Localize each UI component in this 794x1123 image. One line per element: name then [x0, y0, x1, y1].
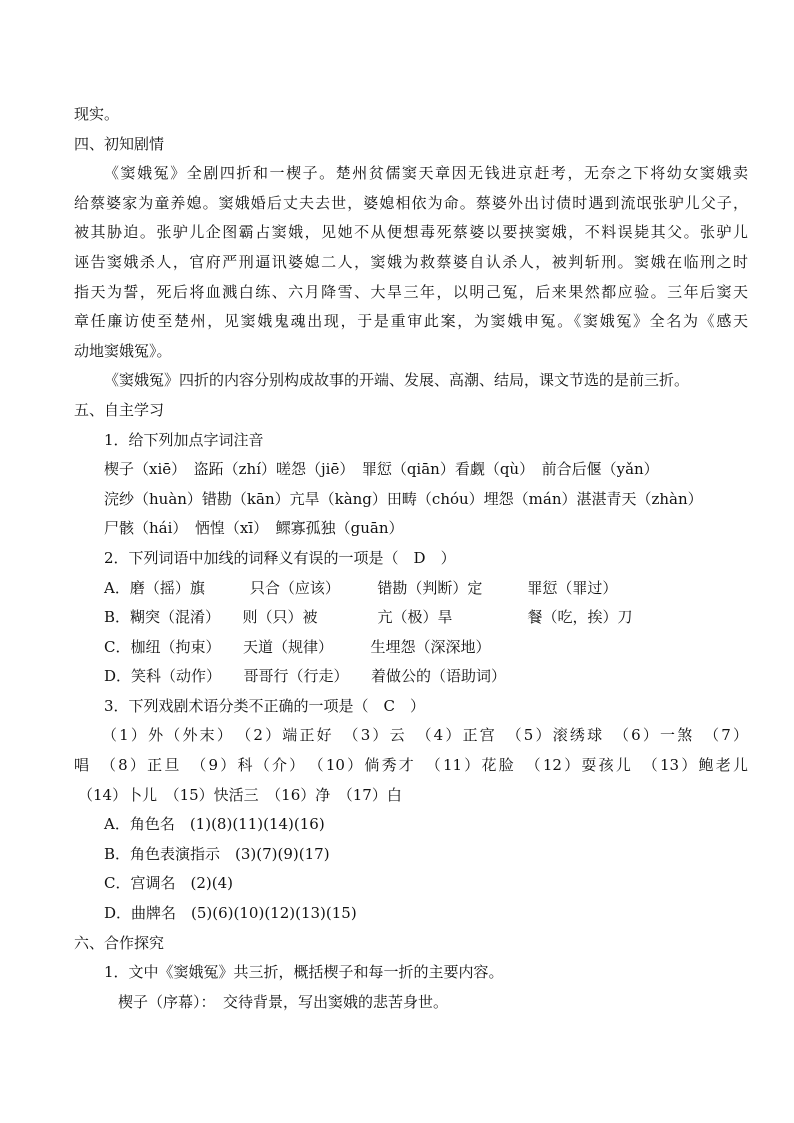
- paragraph-line: 诬告窦娥杀人，官府严刑逼讯婆媳二人，窦娥为救蔡婆自认杀人，被判斩刑。窦娥在临刑之时: [74, 252, 748, 271]
- text-line: 现实。: [74, 105, 120, 123]
- pinyin-line: 浣纱（huàn）错勘（kān）亢旱（kàng）田畴（chóu）埋怨（mán）湛湛青天（zhàn）: [104, 489, 703, 508]
- pinyin-line: 楔子（xiē） 盗跖（zhí）嗟怨（jiē） 罪愆（qiān）看觑（qù） 前合后偃（yǎn）: [104, 460, 659, 479]
- option-line: A．角色名 (1)(8)(11)(14)(16): [104, 815, 325, 834]
- question-line: 1．文中《窦娥冤》共三折，概括楔子和每一折的主要内容。: [104, 963, 504, 982]
- document-body: [74, 100, 748, 1017]
- paragraph-line: 指天为誓，死后将血溅白练、六月降雪、大旱三年，以明己冤，后来果然都应验。三年后窦天: [74, 282, 748, 301]
- question-line: 1．给下列加点字词注音: [104, 430, 264, 449]
- option-line: B．角色表演指示 (3)(7)(9)(17): [104, 844, 330, 863]
- term-list-line: （14）卜儿 （15）快活三 （16）净 （17）白: [78, 785, 402, 804]
- paragraph-line: 动地窦娥冤》。: [74, 341, 172, 360]
- option-line: C．宫调名 (2)(4): [104, 874, 233, 893]
- term-list-line: （1）外（外末） （2）端正好 （3）云 （4）正宫 （5）滚绣球 （6）一煞 （7）: [102, 726, 748, 745]
- pinyin-line: 尸骸（hái） 恓惶（xī） 鳏寡孤独（guān）: [104, 519, 404, 538]
- option-line: D．曲牌名 (5)(6)(10)(12)(13)(15): [104, 904, 357, 923]
- question-line: 3．下列戏剧术语分类不正确的一项是（ C ）: [104, 696, 426, 715]
- paragraph-line: 给蔡婆家为童养媳。窦娥婚后丈夫去世，婆媳相依为命。蔡婆外出讨债时遇到流氓张驴儿父子，: [74, 193, 748, 212]
- option-line: B．糊突（混淆） 则（只）被 亢（极）旱 餐（吃，挨）刀: [104, 608, 633, 627]
- paragraph-line: 《窦娥冤》全剧四折和一楔子。楚州贫儒窦天章因无钱进京赶考，无奈之下将幼女窦娥卖: [104, 164, 748, 183]
- question-line: 2．下列词语中加线的词释义有误的一项是（ D ）: [104, 548, 456, 567]
- paragraph-line: 章任廉访使至楚州，见窦娥鬼魂出现，于是重审此案，为窦娥申冤。《窦娥冤》全名为《感天: [74, 312, 748, 331]
- option-line: D．笑科（动作） 哥哥行（行走） 着做公的（语助词）: [104, 667, 507, 686]
- section-heading: 五、自主学习: [74, 400, 165, 419]
- option-line: C．枷纽（拘束） 天道（规律） 生埋怨（深深地）: [104, 637, 491, 656]
- option-line: A．磨（摇）旗 只合（应该） 错勘（判断）定 罪愆（罪过）: [104, 578, 618, 597]
- answer-line: 楔子（序幕）： 交待背景，写出窦娥的悲苦身世。: [118, 992, 449, 1011]
- paragraph-line: 《窦娥冤》四折的内容分别构成故事的开端、发展、高潮、结局，课文节选的是前三折。: [104, 371, 690, 390]
- section-heading: 四、初知剧情: [74, 134, 165, 153]
- term-list-line: 唱 （8）正旦 （9）科（介） （10）倘秀才 （11）花脸 （12）耍孩儿 （13）鲍老儿: [74, 756, 748, 775]
- section-heading: 六、合作探究: [74, 933, 165, 952]
- paragraph-line: 被其胁迫。张驴儿企图霸占窦娥，见她不从便想毒死蔡婆以要挟窦娥，不料误毙其父。张驴儿: [74, 223, 748, 242]
